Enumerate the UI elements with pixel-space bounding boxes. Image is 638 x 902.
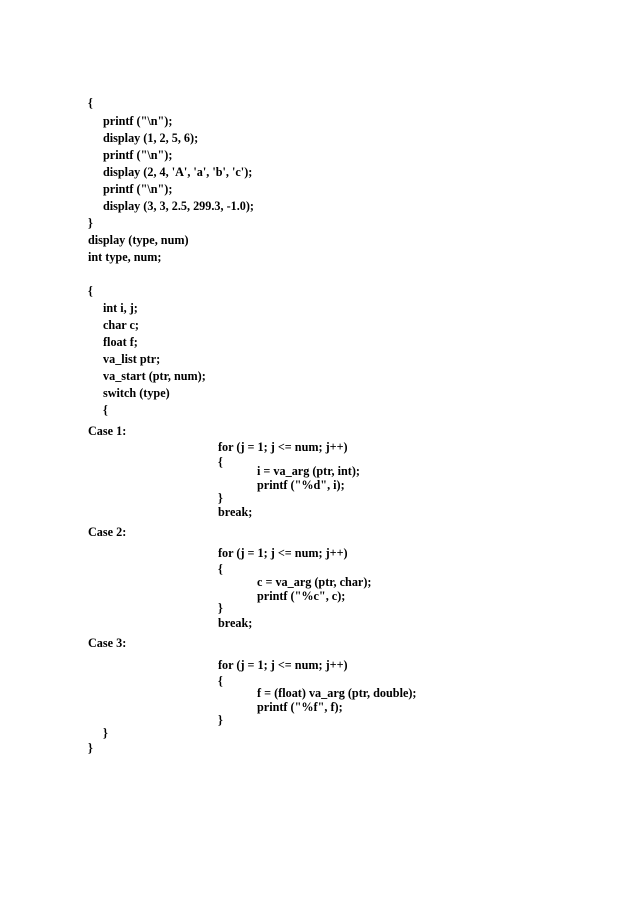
code-line: char c; xyxy=(103,318,139,332)
code-line: va_list ptr; xyxy=(103,352,161,366)
code-line: display (1, 2, 5, 6); xyxy=(103,131,199,145)
case-label: Case 1: xyxy=(88,424,127,438)
parameter-declaration: int type, num; xyxy=(88,250,162,264)
code-line: display (2, 4, 'A', 'a', 'b', 'c'); xyxy=(103,165,253,179)
code-line: int i, j; xyxy=(103,301,138,315)
switch-close-brace: } xyxy=(103,726,108,740)
main-open-brace: { xyxy=(88,96,93,110)
code-line: display (3, 3, 2.5, 299.3, -1.0); xyxy=(103,199,254,213)
case-label: Case 2: xyxy=(88,525,127,539)
for-open-brace: { xyxy=(218,674,223,688)
code-line: f = (float) va_arg (ptr, double); xyxy=(257,686,417,700)
code-line: printf ("%d", i); xyxy=(257,478,345,492)
for-line: for (j = 1; j <= num; j++) xyxy=(218,658,348,672)
code-line: printf ("\n"); xyxy=(103,182,173,196)
code-line: va_start (ptr, num); xyxy=(103,369,206,383)
for-line: for (j = 1; j <= num; j++) xyxy=(218,440,348,454)
function-open-brace: { xyxy=(88,284,93,298)
break-line: break; xyxy=(218,616,253,630)
for-open-brace: { xyxy=(218,562,223,576)
function-close-brace: } xyxy=(88,741,93,755)
code-line: i = va_arg (ptr, int); xyxy=(257,464,360,478)
code-line: c = va_arg (ptr, char); xyxy=(257,575,372,589)
main-close-brace: } xyxy=(88,216,93,230)
for-line: for (j = 1; j <= num; j++) xyxy=(218,546,348,560)
break-line: break; xyxy=(218,505,253,519)
function-signature: display (type, num) xyxy=(88,233,189,247)
for-close-brace: } xyxy=(218,601,223,615)
code-line: printf ("\n"); xyxy=(103,148,173,162)
for-open-brace: { xyxy=(218,455,223,469)
code-line: switch (type) xyxy=(103,386,170,400)
for-close-brace: } xyxy=(218,713,223,727)
for-close-brace: } xyxy=(218,491,223,505)
code-line: printf ("%c", c); xyxy=(257,589,346,603)
code-line: float f; xyxy=(103,335,138,349)
switch-open-brace: { xyxy=(103,403,108,417)
case-label: Case 3: xyxy=(88,636,127,650)
code-line: printf ("\n"); xyxy=(103,114,173,128)
code-line: printf ("%f", f); xyxy=(257,700,343,714)
